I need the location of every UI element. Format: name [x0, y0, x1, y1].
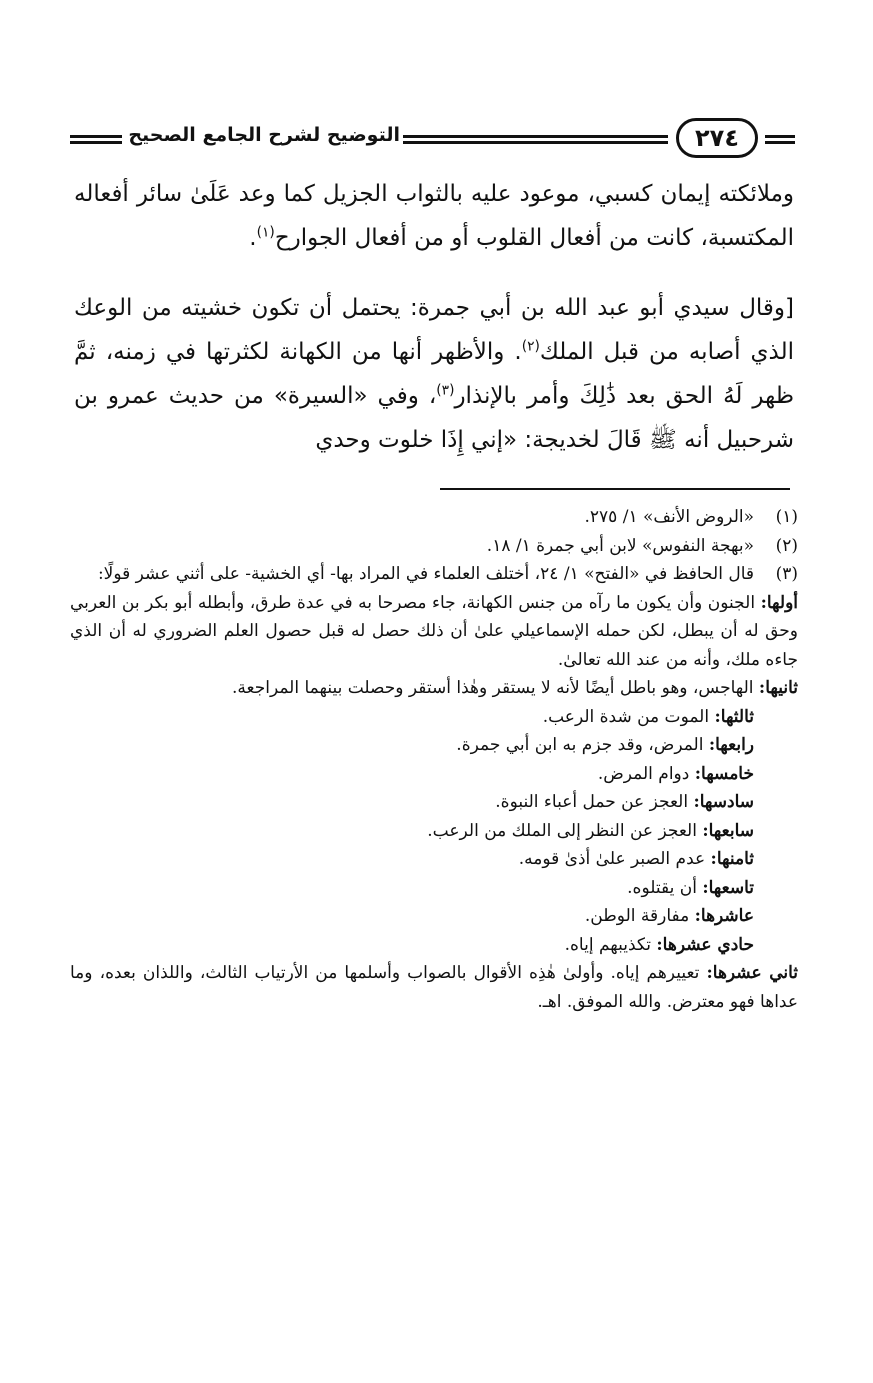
opinion-item [70, 845, 798, 874]
opinion-text: الجنون وأن يكون ما رآه من جنس الكهانة، جاء مصرحا به في عدة طرق، وأبطله أبو بكر بن العربي وحق له أن يبطل، لكن حمله الإسماعيلي علىٰ أن ذلك حصل له قبل حصول العلم الضروري له أن الذي جاءه ملك، وأنه من عند الله تعالىٰ. [70, 592, 798, 670]
footnote [70, 503, 798, 532]
opinion-label: حادي عشرها: [656, 934, 754, 955]
opinion-text: العجز عن النظر إلى الملك من الرعب. [427, 820, 697, 841]
opinion-item [70, 760, 798, 789]
footnote-text: «بهجة النفوس» لابن أبي جمرة ١/ ١٨. [486, 535, 754, 556]
opinion-item [70, 589, 798, 675]
opinion-label: تاسعها: [702, 877, 754, 898]
opinion-label: ثامنها: [710, 849, 754, 869]
opinion-text: الموت من شدة الرعب. [542, 706, 710, 727]
footnote-ref-2: (٢) [521, 338, 540, 355]
footnote-number: (١) [775, 507, 798, 527]
opinion-item [70, 931, 798, 960]
opinion-item [70, 874, 798, 903]
footnote-text: قال الحافظ في «الفتح» ١/ ٢٤، أختلف العلماء في المراد بها- أي الخشية- على أثني عشر قولًا: [97, 564, 754, 584]
opinion-text: أن يقتلوه. [627, 877, 697, 898]
opinion-item [70, 703, 798, 732]
header-rule-right [765, 135, 795, 143]
footnotes [70, 503, 798, 1016]
main-paragraph: [وقال سيدي أبو عبد الله بن أبي جمرة: يحتمل أن تكون خشيته من الوعك الذي أصابه من قبل الملك$^{(٢)}$. والأظهر أنها من الكهانة لكثرتها في زمنه، ثمَّ ظهر لَهُ الحق بعد ذَٰلِكَ وأمر بالإنذار$^{(٣)}$، وفي «السيرة» من حديث عمرو بن شرحبيل أنه ﷺ قَالَ لخديجة: «إني إِذَا خلوت وحدي [74, 295, 794, 453]
header-rule-middle [403, 135, 668, 143]
opinion-text: مفارقة الوطن. [584, 906, 690, 926]
main-text [74, 172, 794, 462]
opinion-label: ثاني عشرها: [706, 963, 799, 983]
opinion-text: المرض، وقد جزم به ابن أبي جمرة. [456, 735, 704, 755]
opinion-item [70, 788, 798, 817]
opinion-text: عدم الصبر علىٰ أذىٰ قومه. [518, 849, 706, 869]
opinion-label: خامسها: [694, 763, 754, 784]
opinion-text: تعييرهم إياه. وأولىٰ هٰذِه الأقوال بالصواب وأسلمها من الأرتياب الثالث، واللذان بعده، وما عداها فهو معترض. والله الموفق. اهـ. [70, 963, 798, 1012]
opinion-item [70, 674, 798, 703]
footnote-separator [440, 488, 790, 490]
main-paragraph: وملائكته إيمان كسبي، موعود عليه بالثواب الجزيل كما وعد عَلَىٰ سائر أفعاله المكتسبة، كانت من أفعال القلوب أو من أفعال الجوارح$^{(١)}$. [74, 181, 794, 251]
book-title: التوضيح لشرح الجامع الصحيح [128, 124, 400, 146]
opinion-text: العجز عن حمل أعباء النبوة. [495, 792, 689, 812]
opinion-text: دوام المرض. [597, 763, 690, 784]
footnote [70, 532, 798, 561]
running-header [70, 118, 795, 162]
opinion-label: سابعها: [702, 820, 754, 841]
opinion-item [70, 731, 798, 760]
opinion-item [70, 959, 798, 1016]
footnote-number: (٢) [775, 535, 798, 556]
opinion-label: عاشرها: [694, 906, 754, 926]
footnote-ref-3: (٣) [436, 382, 455, 399]
opinion-label: سادسها: [693, 792, 754, 812]
opinion-text: تكذيبهم إياه. [564, 934, 651, 955]
header-rule-left [70, 135, 122, 143]
opinion-label: ثانيها: [758, 678, 798, 698]
opinion-item [70, 902, 798, 931]
opinion-label: رابعها: [708, 735, 754, 755]
opinion-item [70, 817, 798, 846]
opinion-label: أولها: [760, 592, 798, 613]
opinion-text: الهاجس، وهو باطل أيضًا لأنه لا يستقر وهٰذا أستقر وحصلت بينهما المراجعة. [232, 678, 754, 698]
footnote-text: «الروض الأنف» ١/ ٢٧٥. [584, 507, 754, 527]
opinion-label: ثالثها: [714, 706, 754, 727]
footnote-number: (٣) [775, 564, 798, 584]
footnote [70, 560, 798, 589]
page-number: ٢٧٤ [676, 118, 758, 158]
footnote-ref-1: (١) [256, 224, 275, 241]
